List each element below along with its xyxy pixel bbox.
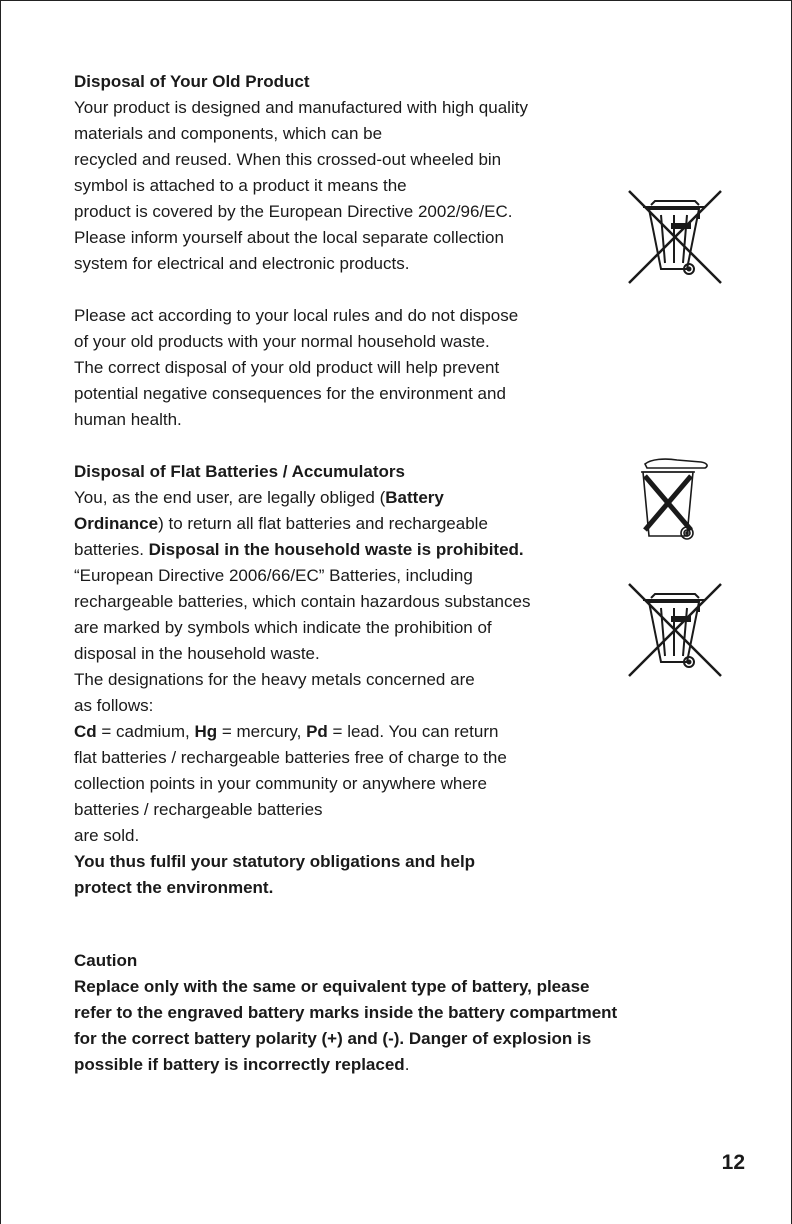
caution-line: Replace only with the same or equivalent type of battery, please bbox=[74, 977, 590, 996]
section-heading-batteries: Disposal of Flat Batteries / Accumulators bbox=[74, 462, 405, 481]
paragraph-line: rechargeable batteries, which contain hazardous substances bbox=[74, 592, 531, 611]
paragraph-line: Your product is designed and manufactured with high quality bbox=[74, 98, 528, 117]
paragraph-line: disposal in the household waste. bbox=[74, 644, 320, 663]
closing-line: protect the environment. bbox=[74, 878, 274, 897]
disposal-text bbox=[74, 69, 634, 901]
closing-line: You thus fulfil your statutory obligations and help bbox=[74, 852, 476, 871]
paragraph-line: human health. bbox=[74, 410, 182, 429]
paragraph-line: Please inform yourself about the local separate collection bbox=[74, 228, 504, 247]
paragraph-line: The correct disposal of your old product will help prevent bbox=[74, 358, 500, 377]
paragraph-line: symbol is attached to a product it means the bbox=[74, 176, 407, 195]
page-number: 12 bbox=[721, 1151, 745, 1174]
paragraph-line: batteries / rechargeable batteries bbox=[74, 800, 323, 819]
caution-heading: Caution bbox=[74, 951, 138, 970]
paragraph-line: system for electrical and electronic products. bbox=[74, 254, 410, 273]
crossed-out-battery-bin-icon bbox=[635, 456, 715, 546]
caution-line: refer to the engraved battery marks inside the battery compartment bbox=[74, 1003, 618, 1022]
paragraph-line: are marked by symbols which indicate the prohibition of bbox=[74, 618, 492, 637]
paragraph-line: as follows: bbox=[74, 696, 154, 715]
paragraph-line: “European Directive 2006/66/EC” Batteries, including bbox=[74, 566, 473, 585]
crossed-out-wheelie-bin-icon bbox=[625, 582, 725, 678]
paragraph-line: product is covered by the European Directive 2002/96/EC. bbox=[74, 202, 513, 221]
paragraph-line: You, as the end user, are legally obliged (Battery bbox=[74, 488, 444, 507]
crossed-out-wheelie-bin-icon bbox=[625, 189, 725, 285]
paragraph-line: recycled and reused. When this crossed-out wheeled bin bbox=[74, 150, 502, 169]
paragraph-line: batteries. Disposal in the household waste is prohibited. bbox=[74, 540, 524, 559]
section-heading-old-product: Disposal of Your Old Product bbox=[74, 72, 310, 91]
paragraph-line: Please act according to your local rules and do not dispose bbox=[74, 306, 519, 325]
paragraph-line: flat batteries / rechargeable batteries free of charge to the bbox=[74, 748, 507, 767]
caution-block bbox=[74, 948, 734, 1078]
paragraph-line: materials and components, which can be bbox=[74, 124, 383, 143]
heavy-metals-line: Cd = cadmium, Hg = mercury, Pd = lead. You can return bbox=[74, 722, 499, 741]
caution-line: for the correct battery polarity (+) and (-). Danger of explosion is bbox=[74, 1029, 592, 1048]
caution-line: possible if battery is incorrectly replaced. bbox=[74, 1055, 410, 1074]
paragraph-line: of your old products with your normal household waste. bbox=[74, 332, 490, 351]
paragraph-line: are sold. bbox=[74, 826, 140, 845]
paragraph-line: The designations for the heavy metals concerned are bbox=[74, 670, 475, 689]
paragraph-line: Ordinance) to return all flat batteries and rechargeable bbox=[74, 514, 488, 533]
paragraph-line: potential negative consequences for the environment and bbox=[74, 384, 506, 403]
paragraph-line: collection points in your community or anywhere where bbox=[74, 774, 487, 793]
